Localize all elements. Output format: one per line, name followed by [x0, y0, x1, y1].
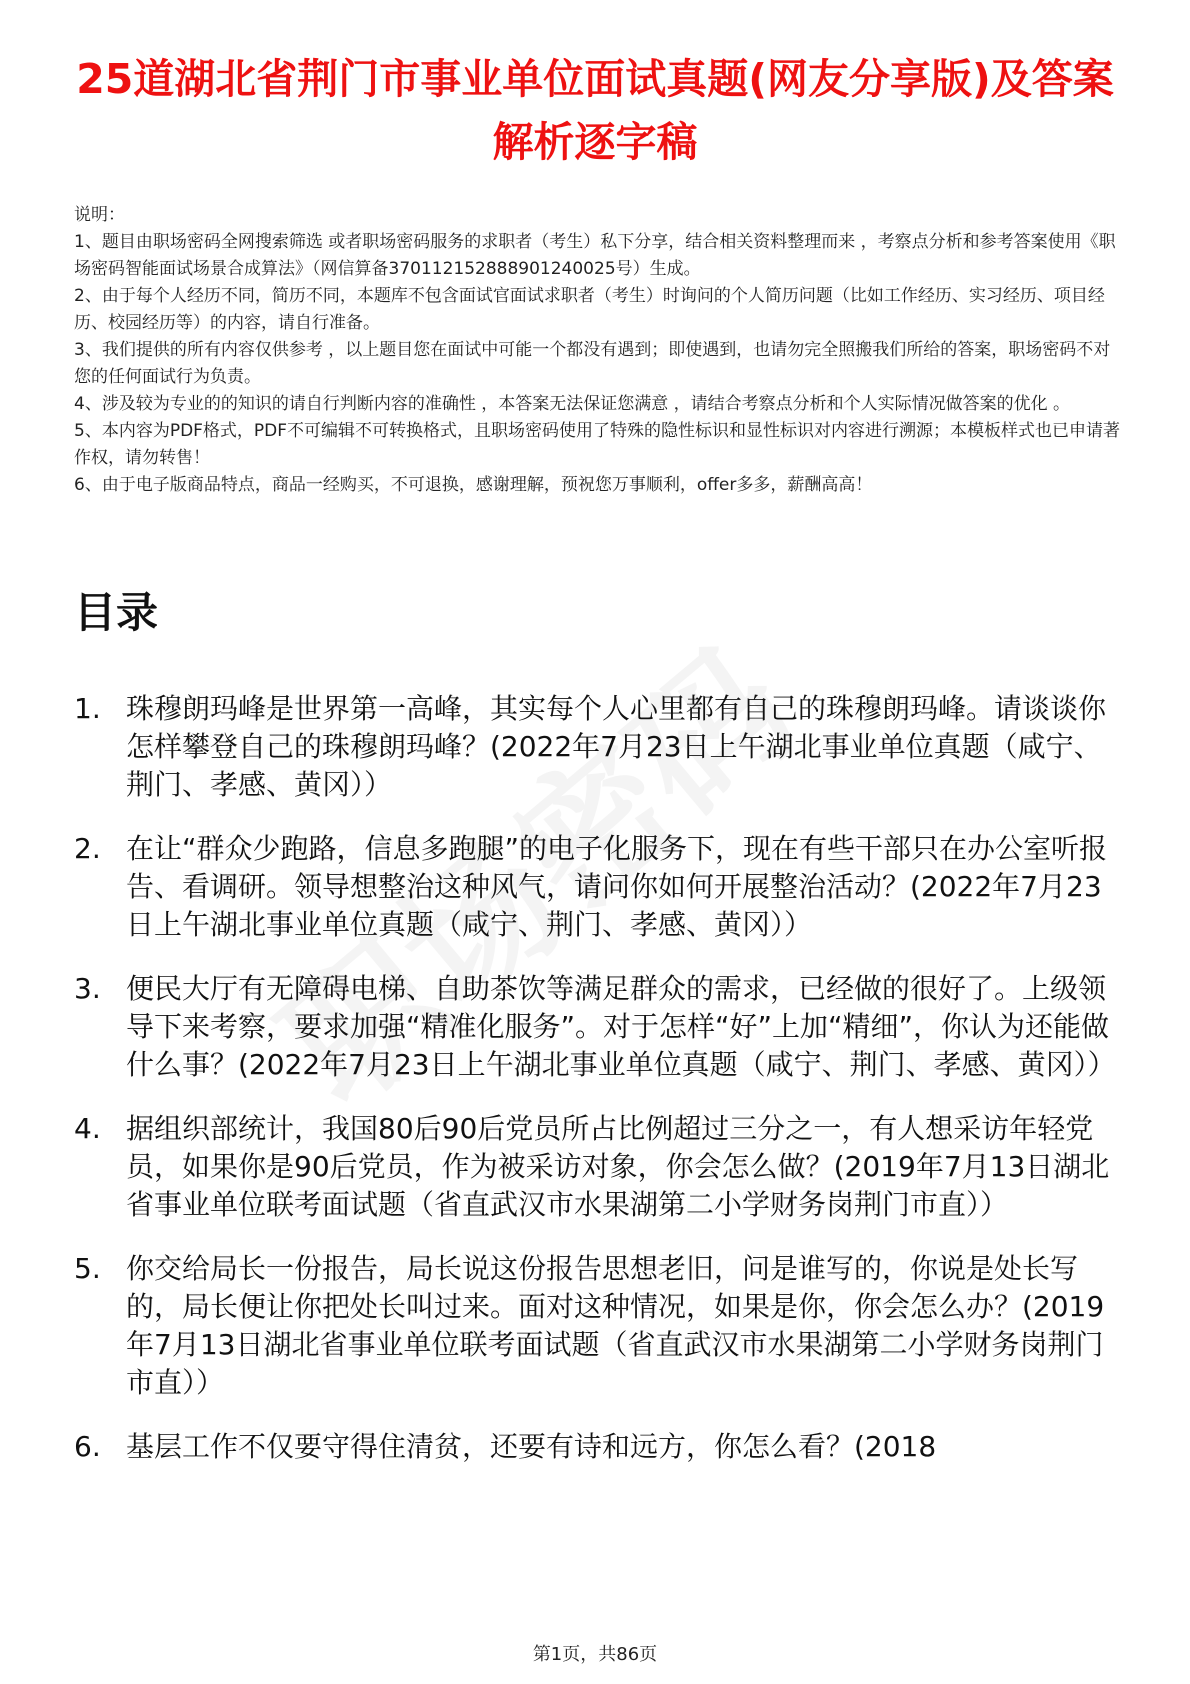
toc-item-text: 珠穆朗玛峰是世界第一高峰，其实每个人心里都有自己的珠穆朗玛峰。请谈谈你怎样攀登自己的珠穆朗玛峰？(2022年7月23日上午湖北事业单位真题（咸宁、荆门、孝感、黄冈）） [126, 692, 1107, 801]
notes-line: 4、涉及较为专业的的知识的请自行判断内容的准确性 ，本答案无法保证您满意 ，请结合考察点分析和个人实际情况做答案的优化 。 [74, 394, 1071, 414]
toc-item-text: 在让“群众少跑路，信息多跑腿”的电子化服务下，现在有些干部只在办公室听报告、看调研。领导想整治这种风气，请问你如何开展整治活动？(2022年7月23日上午湖北事业单位真题（咸宁、荆门、孝感、黄冈）） [126, 832, 1108, 941]
notes-line: 3、我们提供的所有内容仅供参考 ，以上题目您在面试中可能一个都没有遇到；即使遇到，也请勿完全照搬我们所给的答案，职场密码不对您的任何面试行为负责。 [74, 340, 1111, 387]
toc-item-text: 基层工作不仅要守得住清贫，还要有诗和远方，你怎么看？(2018 [126, 1430, 937, 1463]
notes-line: 说明： [74, 205, 125, 225]
toc-item-text: 你交给局长一份报告，局长说这份报告思想老旧，问是谁写的，你说是处长写的，局长便让你把处长叫过来。面对这种情况，如果是你，你会怎么办？(2019年7月13日湖北省事业单位联考面试题（省直武汉市水果湖第二小学财务岗荆门市直）） [126, 1252, 1105, 1399]
toc-item-number: 2. [74, 832, 101, 865]
toc-item-text: 便民大厅有无障碍电梯、自助茶饮等满足群众的需求，已经做的很好了。上级领导下来考察，要求加强“精准化服务”。对于怎样“好”上加“精细”，你认为还能做什么事？(2022年7月23日上午湖北事业单位真题（咸宁、荆门、孝感、黄冈）） [126, 972, 1116, 1081]
toc-item[interactable] [74, 690, 1124, 804]
toc-item-number: 1. [74, 692, 101, 725]
toc-item-number: 3. [74, 972, 101, 1005]
toc-item-number: 5. [74, 1252, 101, 1285]
toc-heading: 目录 [74, 588, 159, 637]
toc-item[interactable] [74, 970, 1124, 1084]
toc-item-number: 4. [74, 1112, 101, 1145]
toc-item[interactable] [74, 830, 1124, 944]
notes-line: 1、题目由职场密码全网搜索筛选 或者职场密码服务的求职者（考生）私下分享，结合相关资料整理而来 ，考察点分析和参考答案使用《职场密码智能面试场景合成算法》（网信算备370112152888901240025号）生成。 [74, 232, 1116, 279]
document-title: 25道湖北省荆门市事业单位面试真题(网友分享版)及答案解析逐字稿 [76, 55, 1114, 166]
toc-item[interactable] [74, 1110, 1124, 1224]
toc-list [74, 690, 1124, 1492]
toc-item-text: 据组织部统计，我国80后90后党员所占比例超过三分之一，有人想采访年轻党员，如果你是90后党员，作为被采访对象，你会怎么做？(2019年7月13日湖北省事业单位联考面试题（省直武汉市水果湖第二小学财务岗荆门市直）） [126, 1112, 1110, 1221]
notes-line: 5、本内容为PDF格式，PDF不可编辑不可转换格式，且职场密码使用了特殊的隐性标识和显性标识对内容进行溯源；本模板样式也已申请著作权，请勿转售！ [74, 421, 1121, 468]
page-footer: 第1页，共86页 [532, 1644, 658, 1665]
toc-item[interactable] [74, 1428, 1124, 1466]
notes-line: 2、由于每个人经历不同，简历不同，本题库不包含面试官面试求职者（考生）时询问的个人简历问题（比如工作经历、实习经历、项目经历、校园经历等）的内容，请自行准备。 [74, 286, 1105, 333]
toc-item-number: 6. [74, 1430, 101, 1463]
notes-section [74, 202, 1124, 499]
notes-line: 6、由于电子版商品特点，商品一经购买，不可退换，感谢理解，预祝您万事顺利，offer多多，薪酬高高！ [74, 475, 873, 495]
toc-item[interactable] [74, 1250, 1124, 1402]
